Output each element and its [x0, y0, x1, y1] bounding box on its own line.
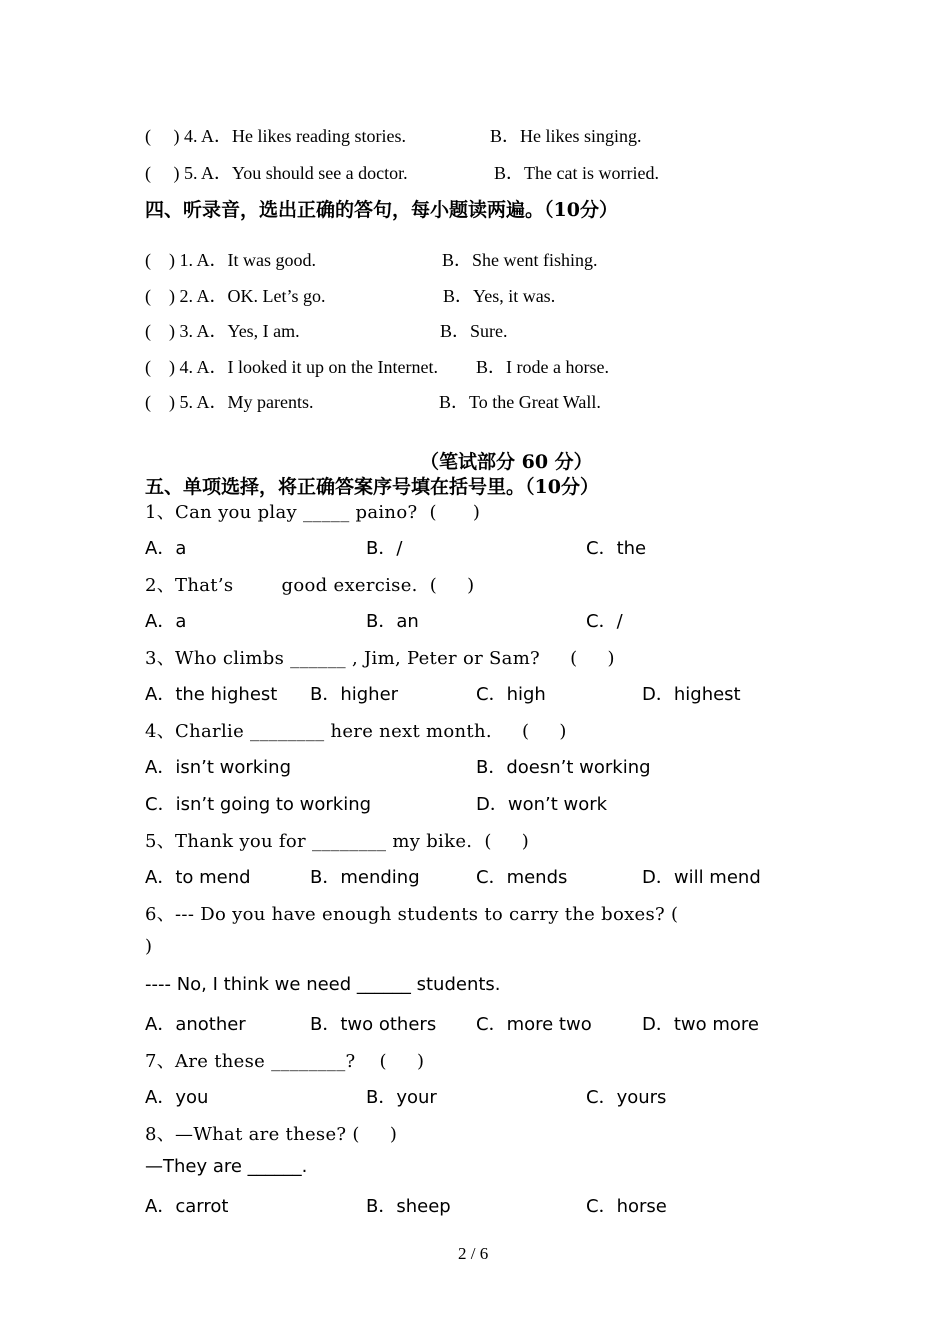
q6-stem-paren: ) [145, 936, 153, 957]
section-4-q2: ( ) 2. A．OK. Let’s go. [145, 286, 326, 306]
q3-option-a: A．the highest [145, 684, 278, 705]
listening-q4-option-b: B．He likes singing. [490, 126, 642, 146]
section-4-q4-option-b: B．I rode a horse. [476, 357, 609, 377]
q5-option-c: C．mends [476, 867, 568, 888]
section-4-q5: ( ) 5. A．My parents. [145, 392, 314, 412]
q4-option-b: B．doesn’t working [476, 757, 651, 778]
q4-stem: 4、Charlie ________ here next month. ( ) [145, 721, 567, 742]
section-5-title: 五、单项选择，将正确答案序号填在括号里。（10分） [145, 476, 599, 498]
q6-dialogue-line: ---- No, I think we need ______ students. [145, 974, 501, 995]
q8-option-b: B．sheep [366, 1196, 451, 1217]
q6-option-a: A．another [145, 1014, 246, 1035]
q5-stem: 5、Thank you for ________ my bike. ( ) [145, 831, 530, 852]
q8-option-a: A．carrot [145, 1196, 229, 1217]
q2-stem: 2、That’s good exercise. ( ) [145, 575, 475, 596]
written-part-header: （笔试部分 60 分） [420, 451, 593, 473]
q5-option-b: B．mending [310, 867, 420, 888]
q7-option-a: A．you [145, 1087, 209, 1108]
q7-option-b: B．your [366, 1087, 437, 1108]
section-4-q1-option-b: B．She went fishing. [442, 250, 598, 270]
q2-option-c: C．/ [586, 611, 623, 632]
q2-option-b: B．an [366, 611, 419, 632]
q8-option-c: C．horse [586, 1196, 667, 1217]
q5-option-a: A．to mend [145, 867, 251, 888]
q5-option-d: D．will mend [642, 867, 761, 888]
q6-option-b: B．two others [310, 1014, 437, 1035]
section-4-q3-option-b: B．Sure. [440, 321, 508, 341]
page-number: 2 / 6 [458, 1244, 489, 1263]
q3-stem: 3、Who climbs ______ , Jim, Peter or Sam? ( ) [145, 648, 615, 669]
q2-option-a: A．a [145, 611, 187, 632]
listening-q5: ( ) 5. A．You should see a doctor. [145, 163, 408, 183]
q4-option-d: D．won’t work [476, 794, 608, 815]
q8-stem: 8、—What are these? ( ) [145, 1124, 398, 1145]
q4-option-a: A．isn’t working [145, 757, 291, 778]
q6-stem: 6、--- Do you have enough students to carry the boxes? ( [145, 904, 679, 925]
q7-option-c: C．yours [586, 1087, 667, 1108]
section-4-title: 四、听录音，选出正确的答句，每小题读两遍。（10分） [145, 199, 618, 221]
q6-option-d: D．two more [642, 1014, 759, 1035]
section-4-q2-option-b: B．Yes, it was. [443, 286, 556, 306]
q3-option-d: D．highest [642, 684, 741, 705]
q4-option-c: C．isn’t going to working [145, 794, 372, 815]
q1-option-b: B．/ [366, 538, 403, 559]
q7-stem: 7、Are these ________? ( ) [145, 1051, 425, 1072]
section-4-q4: ( ) 4. A．I looked it up on the Internet. [145, 357, 438, 377]
section-4-q3: ( ) 3. A．Yes, I am. [145, 321, 300, 341]
listening-q4: ( ) 4. A．He likes reading stories. [145, 126, 406, 146]
q1-stem: 1、Can you play _____ paino? ( ) [145, 502, 481, 523]
q6-option-c: C．more two [476, 1014, 592, 1035]
q3-option-b: B．higher [310, 684, 399, 705]
q1-option-c: C．the [586, 538, 647, 559]
listening-q5-option-b: B．The cat is worried. [494, 163, 659, 183]
section-4-q5-option-b: B．To the Great Wall. [439, 392, 601, 412]
section-4-q1: ( ) 1. A．It was good. [145, 250, 316, 270]
q3-option-c: C．high [476, 684, 546, 705]
q8-dialogue-line: —They are ______. [145, 1156, 308, 1177]
q1-option-a: A．a [145, 538, 187, 559]
